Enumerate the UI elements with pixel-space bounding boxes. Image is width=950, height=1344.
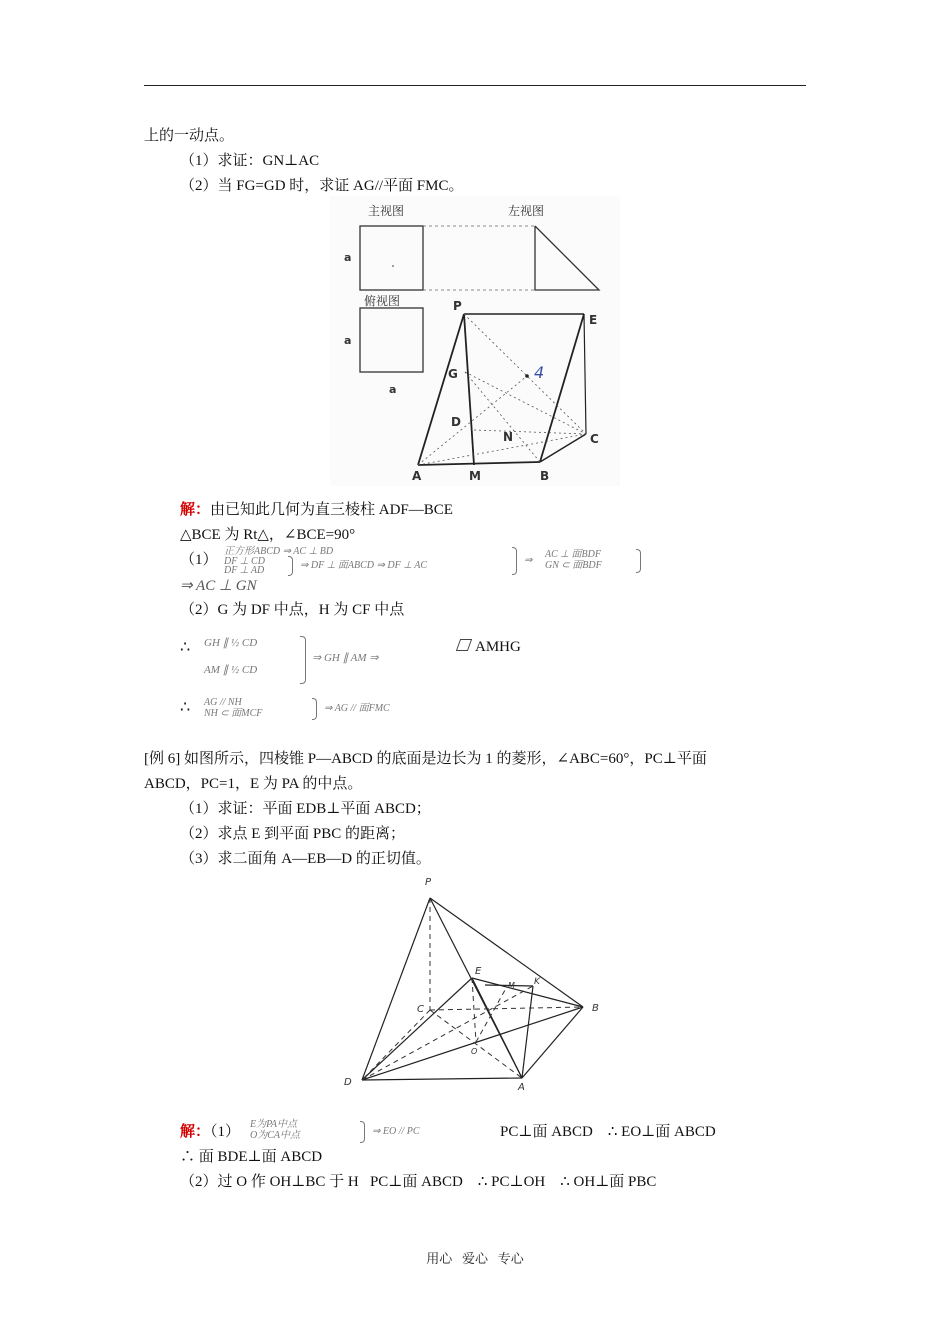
intro-line: 上的一动点。 bbox=[144, 128, 235, 144]
front-view-label: 主视图 bbox=[368, 204, 405, 218]
solution-1-part2: （2）G 为 DF 中点，H 为 CF 中点 bbox=[180, 602, 405, 618]
solution-2-line-3: （2）过 O 作 OH⊥BC 于 H PC⊥面 ABCD ∴ PC⊥OH ∴ OH⊥面 PBC bbox=[180, 1174, 657, 1190]
example-6-line-1: [例 6] 如图所示，四棱锥 P—ABCD 的底面是边长为 1 的菱形，∠ABC=60°，PC⊥平面 bbox=[144, 751, 707, 767]
fig2-label-D: D bbox=[344, 1077, 352, 1088]
formula-1-brace-c bbox=[636, 549, 641, 573]
solution-2-line-2: ∴ 面 BDE⊥面 ABCD bbox=[180, 1149, 323, 1165]
formula-eo-pc: ⇒ EO // PC bbox=[372, 1126, 420, 1137]
fig1-label-D: D bbox=[451, 415, 461, 429]
fig1-a-label-2: a bbox=[344, 334, 352, 347]
fig1-a-label-3: a bbox=[389, 383, 397, 396]
formula-am: AM ∥ ½ CD bbox=[204, 664, 258, 676]
formula-1-g: GN ⊂ 面BDF bbox=[545, 560, 602, 571]
formula-1-brace-b bbox=[512, 547, 517, 575]
formula-o-mid: O为CA中点 bbox=[250, 1130, 300, 1141]
fig1-label-G: G bbox=[448, 367, 458, 381]
amhg-label: AMHG bbox=[475, 639, 521, 655]
fig1-label-M: M bbox=[469, 469, 481, 483]
solution-2-label-line bbox=[180, 1122, 240, 1142]
figure-three-views-prism bbox=[330, 196, 620, 486]
question-1: （1）求证：GN⊥AC bbox=[180, 153, 320, 169]
solution-label: 解： bbox=[180, 502, 211, 518]
header-rule bbox=[144, 85, 806, 86]
formula-3-brace bbox=[312, 698, 317, 720]
solution-1-text: 由已知此几何为直三棱柱 ADF—BCE bbox=[210, 502, 453, 518]
fig1-label-N: N bbox=[503, 430, 514, 444]
fig1-a-label-1: a bbox=[344, 251, 352, 264]
formula-2-brace bbox=[300, 636, 306, 684]
formula-1-brace-a bbox=[288, 556, 293, 576]
formula-ag-fmc: ⇒ AG // 面FMC bbox=[324, 703, 390, 714]
solution-2-label: 解： bbox=[180, 1124, 211, 1140]
formula-e-mid: E为PA中点 bbox=[250, 1119, 298, 1130]
fig1-label-B: B bbox=[540, 469, 550, 483]
page-footer: 用心 爱心 专心 bbox=[426, 1251, 524, 1266]
formula-gh: GH ∥ ½ CD bbox=[204, 637, 258, 649]
parallelogram-icon bbox=[456, 639, 472, 651]
formula-1-a: 正方形ABCD ⇒ AC ⊥ BD bbox=[224, 546, 334, 557]
formula-gh-am: ⇒ GH ∥ AM ⇒ bbox=[312, 652, 379, 664]
example-6-question-3: （3）求二面角 A—EB—D 的正切值。 bbox=[180, 851, 431, 867]
formula-ag-nh: AG // NH bbox=[204, 697, 242, 708]
solution-1-conclusion: ⇒ AC ⊥ GN bbox=[180, 578, 257, 594]
side-view-label: 左视图 bbox=[508, 204, 545, 218]
example-6-question-1: （1）求证：平面 EDB⊥平面 ABCD； bbox=[180, 801, 431, 817]
top-view-label: 俯视图 bbox=[364, 294, 401, 308]
solution-1-line-1 bbox=[180, 500, 453, 520]
formula-1-b: DF ⊥ CD bbox=[224, 556, 265, 567]
fig2-label-C: C bbox=[417, 1004, 424, 1015]
formula-1-f: AC ⊥ 面BDF bbox=[545, 549, 601, 560]
fig1-label-P: P bbox=[453, 299, 462, 313]
example-6-question-2: （2）求点 E 到平面 PBC 的距离； bbox=[180, 826, 406, 842]
fig2-label-M: M bbox=[508, 981, 515, 990]
fig2-label-B: B bbox=[592, 1003, 599, 1014]
solution-2-rest: PC⊥面 ABCD ∴ EO⊥面 ABCD bbox=[500, 1124, 716, 1140]
therefore-symbol-2: ∴ bbox=[180, 699, 191, 716]
fig2-label-P: P bbox=[425, 877, 432, 888]
fig1-label-E: E bbox=[589, 313, 598, 327]
fig2-label-A: A bbox=[518, 1082, 525, 1093]
fig1-label-C: C bbox=[590, 432, 599, 446]
solution-2-part1: （1） bbox=[210, 1124, 241, 1140]
example-6-line-2: ABCD，PC=1，E 为 PA 的中点。 bbox=[144, 776, 363, 792]
formula-1-c: DF ⊥ AD bbox=[224, 565, 265, 576]
formula-1-e: ⇒ bbox=[524, 555, 533, 566]
question-2: （2）当 FG=GD 时，求证 AG//平面 FMC。 bbox=[180, 178, 464, 194]
fig2-label-K: K bbox=[534, 977, 540, 987]
fig1-label-A: A bbox=[412, 469, 422, 483]
formula-1-d: ⇒ DF ⊥ 面ABCD ⇒ DF ⊥ AC bbox=[300, 560, 428, 571]
therefore-symbol-1: ∴ bbox=[180, 639, 191, 656]
fig2-label-O: O bbox=[471, 1047, 478, 1056]
formula-nh-in: NH ⊂ 面MCF bbox=[204, 708, 263, 719]
solution-1-line-2: △BCE 为 Rt△，∠BCE=90° bbox=[180, 527, 356, 543]
solution-1-part1-prefix: （1） bbox=[180, 552, 218, 568]
formula-4-brace bbox=[360, 1121, 365, 1143]
figure-pyramid bbox=[330, 870, 620, 1100]
fig1-h-annotation: 4 bbox=[534, 363, 545, 382]
fig2-label-E: E bbox=[475, 966, 482, 977]
